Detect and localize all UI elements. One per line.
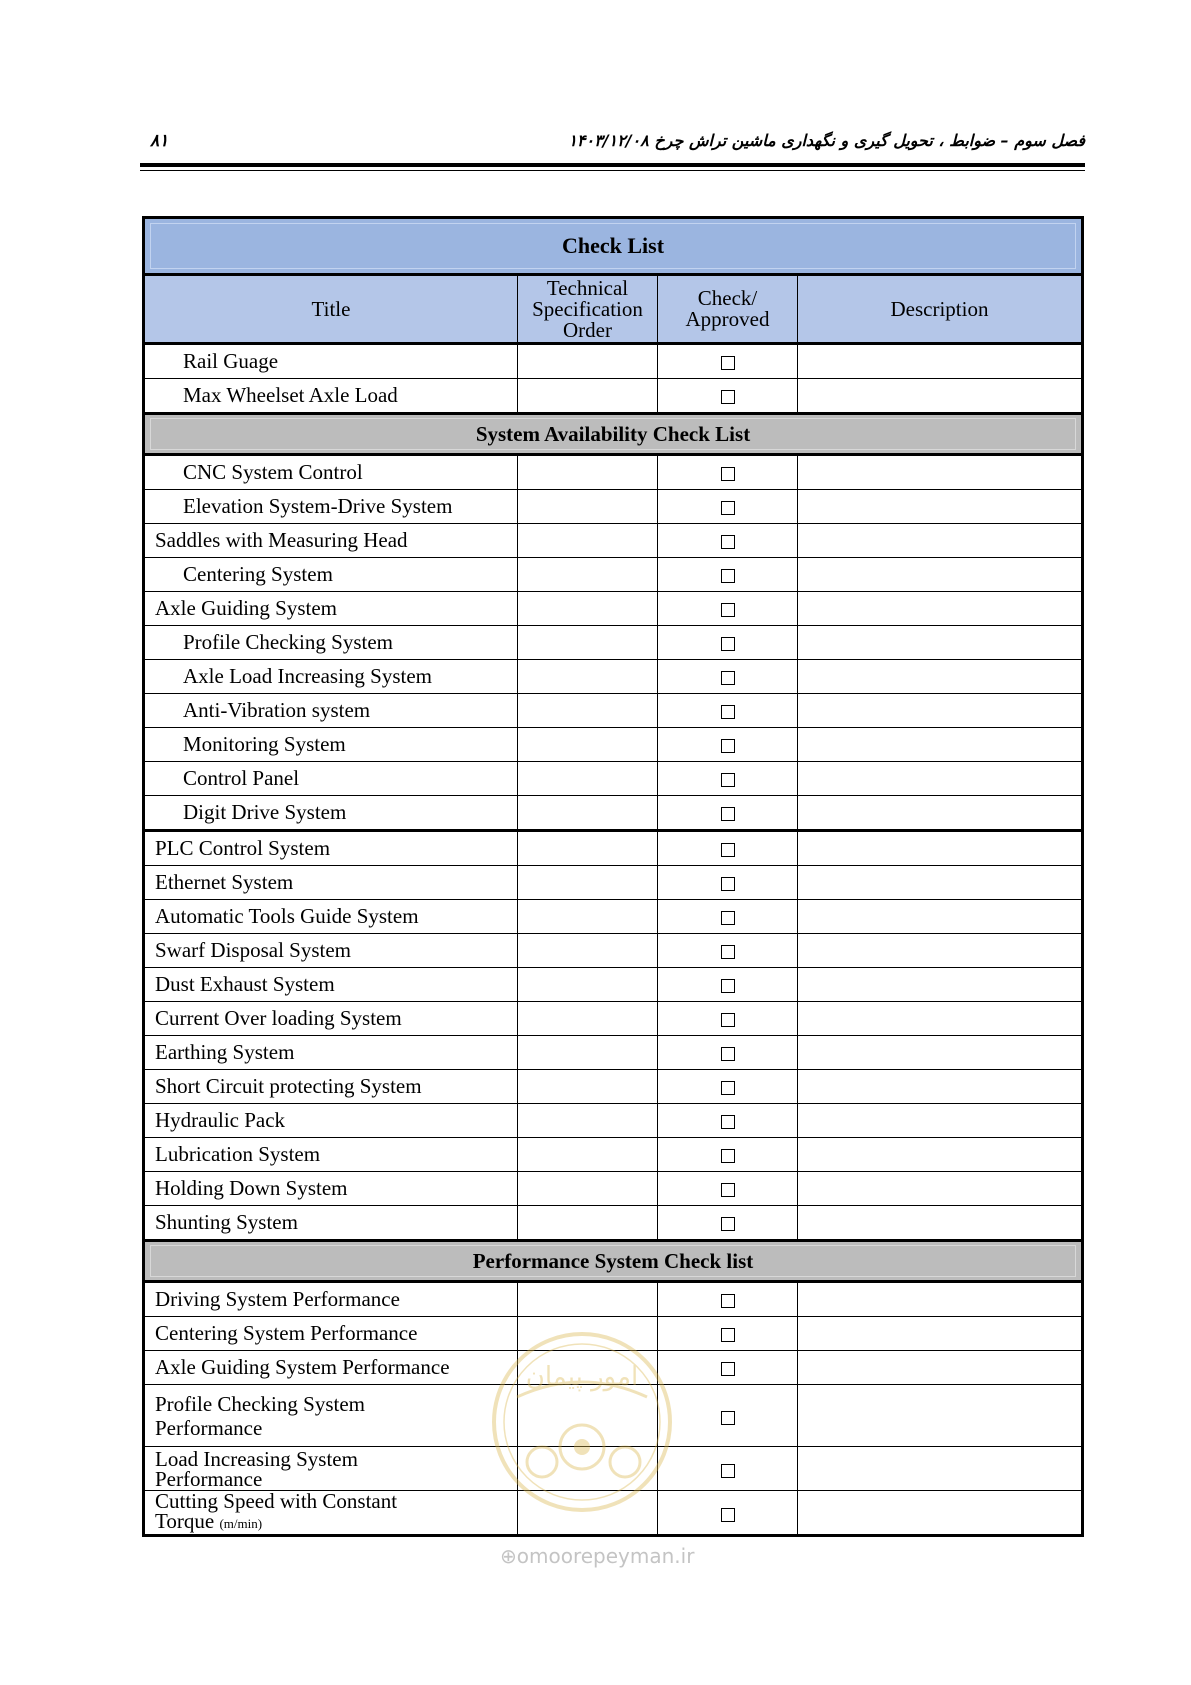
table-row: [144, 1351, 1083, 1385]
spec-cell[interactable]: [518, 1282, 658, 1317]
spec-cell[interactable]: [518, 1002, 658, 1036]
item-title: Dust Exhaust System: [144, 968, 518, 1002]
table-row: [144, 524, 1083, 558]
checkbox[interactable]: [721, 671, 735, 685]
item-title: Short Circuit protecting System: [144, 1070, 518, 1104]
description-cell[interactable]: [798, 524, 1083, 558]
table-row: [144, 1104, 1083, 1138]
checkbox[interactable]: [721, 1149, 735, 1163]
description-cell[interactable]: [798, 694, 1083, 728]
checkbox[interactable]: [721, 1411, 735, 1425]
description-cell[interactable]: [798, 1172, 1083, 1206]
section-header-row: [144, 414, 1083, 455]
spec-cell[interactable]: [518, 694, 658, 728]
item-title-cell: [144, 1447, 518, 1491]
item-title: Monitoring System: [144, 728, 518, 762]
description-cell[interactable]: [798, 592, 1083, 626]
description-cell[interactable]: [798, 1104, 1083, 1138]
checkbox[interactable]: [721, 1183, 735, 1197]
spec-cell[interactable]: [518, 660, 658, 694]
spec-cell[interactable]: [518, 455, 658, 490]
check-cell: [658, 728, 798, 762]
table-row: [144, 1317, 1083, 1351]
checkbox[interactable]: [721, 1013, 735, 1027]
check-cell: [658, 1385, 798, 1447]
item-title: Earthing System: [144, 1036, 518, 1070]
description-cell[interactable]: [798, 455, 1083, 490]
check-cell: [658, 900, 798, 934]
table-row: [144, 762, 1083, 796]
item-title: Axle Guiding System Performance: [144, 1351, 518, 1385]
check-cell: [658, 1447, 798, 1491]
section-header-row: [144, 1241, 1083, 1282]
spec-cell[interactable]: [518, 831, 658, 866]
spec-cell[interactable]: [518, 866, 658, 900]
item-title: Cutting Speed with Constant: [155, 1489, 398, 1513]
table-row: [144, 490, 1083, 524]
item-title: Load Increasing System: [155, 1446, 358, 1471]
item-title: Max Wheelset Axle Load: [144, 379, 518, 414]
spec-cell[interactable]: [518, 968, 658, 1002]
check-cell: [658, 1138, 798, 1172]
description-cell[interactable]: [798, 1070, 1083, 1104]
spec-cell[interactable]: [518, 626, 658, 660]
checklist-table: [142, 216, 1084, 1537]
globe-icon: ⊕: [500, 1544, 517, 1568]
checkbox[interactable]: [721, 1115, 735, 1129]
check-cell: [658, 558, 798, 592]
item-title: Centering System Performance: [144, 1317, 518, 1351]
check-cell: [658, 626, 798, 660]
check-cell: [658, 866, 798, 900]
check-cell: [658, 1172, 798, 1206]
check-cell: [658, 694, 798, 728]
spec-cell[interactable]: [518, 1351, 658, 1385]
table-header-row: [144, 275, 1083, 344]
item-title: Holding Down System: [144, 1172, 518, 1206]
description-cell[interactable]: [798, 762, 1083, 796]
table-row: [144, 558, 1083, 592]
description-cell[interactable]: [798, 490, 1083, 524]
spec-cell[interactable]: [518, 490, 658, 524]
table-row: [144, 660, 1083, 694]
check-cell: [658, 968, 798, 1002]
item-title: Hydraulic Pack: [144, 1104, 518, 1138]
checkbox[interactable]: [721, 773, 735, 787]
item-title: Elevation System-Drive System: [144, 490, 518, 524]
checkbox[interactable]: [721, 1217, 735, 1231]
description-cell[interactable]: [798, 1491, 1083, 1536]
item-title: Shunting System: [144, 1206, 518, 1241]
spec-cell[interactable]: [518, 1138, 658, 1172]
check-cell: [658, 1002, 798, 1036]
table-row: [144, 1138, 1083, 1172]
item-title: Current Over loading System: [144, 1002, 518, 1036]
table-title: Check List: [150, 223, 1076, 269]
check-cell: [658, 344, 798, 379]
check-cell: [658, 1070, 798, 1104]
description-cell[interactable]: [798, 866, 1083, 900]
table-row: [144, 344, 1083, 379]
section-title: System Availability Check List: [150, 418, 1076, 450]
check-cell: [658, 796, 798, 831]
spec-cell[interactable]: [518, 1317, 658, 1351]
table-row: [144, 1070, 1083, 1104]
table-row: [144, 1002, 1083, 1036]
spec-cell[interactable]: [518, 524, 658, 558]
description-cell[interactable]: [798, 796, 1083, 831]
table-row: [144, 831, 1083, 866]
checkbox[interactable]: [721, 467, 735, 481]
table-row: [144, 1206, 1083, 1241]
description-cell[interactable]: [798, 934, 1083, 968]
item-title: Swarf Disposal System: [144, 934, 518, 968]
description-cell[interactable]: [798, 1351, 1083, 1385]
header-title: فصل سوم – ضوابط ، تحویل گیری و نگهداری ماشین تراش چرخ ۱۴۰۳/۱۲/۰۸: [568, 131, 1085, 150]
description-cell[interactable]: [798, 900, 1083, 934]
table-row: [144, 1491, 1083, 1536]
column-header-title: Title: [144, 275, 518, 344]
column-header-technical-specification: Technical Specification Order: [518, 275, 658, 344]
check-cell: [658, 490, 798, 524]
check-cell: [658, 455, 798, 490]
item-title: CNC System Control: [144, 455, 518, 490]
table-row: [144, 592, 1083, 626]
checkbox[interactable]: [721, 1464, 735, 1478]
checkbox[interactable]: [721, 1508, 735, 1522]
spec-cell[interactable]: [518, 592, 658, 626]
description-cell[interactable]: [798, 1036, 1083, 1070]
spec-cell[interactable]: [518, 728, 658, 762]
checkbox[interactable]: [721, 843, 735, 857]
checkbox[interactable]: [721, 356, 735, 370]
description-cell[interactable]: [798, 344, 1083, 379]
table-row: [144, 866, 1083, 900]
item-title: Profile Checking System: [155, 1391, 365, 1416]
item-title: Axle Guiding System: [144, 592, 518, 626]
item-title-cell: [144, 1491, 518, 1536]
checkbox[interactable]: [721, 705, 735, 719]
table-row: [144, 796, 1083, 831]
checkbox[interactable]: [721, 603, 735, 617]
checkbox[interactable]: [721, 739, 735, 753]
spec-cell[interactable]: [518, 1206, 658, 1241]
item-title: Driving System Performance: [144, 1282, 518, 1317]
checkbox[interactable]: [721, 1294, 735, 1308]
checkbox[interactable]: [721, 807, 735, 821]
spec-cell[interactable]: [518, 1447, 658, 1491]
description-cell[interactable]: [798, 1206, 1083, 1241]
table-row: [144, 1282, 1083, 1317]
check-cell: [658, 1282, 798, 1317]
checkbox[interactable]: [721, 1328, 735, 1342]
description-cell[interactable]: [798, 1282, 1083, 1317]
table-title-row: [144, 218, 1083, 275]
check-cell: [658, 524, 798, 558]
spec-cell[interactable]: [518, 1172, 658, 1206]
table-row: [144, 1036, 1083, 1070]
checkbox[interactable]: [721, 945, 735, 959]
checkbox[interactable]: [721, 501, 735, 515]
item-title: Anti-Vibration system: [144, 694, 518, 728]
description-cell[interactable]: [798, 660, 1083, 694]
checkbox[interactable]: [721, 637, 735, 651]
item-title: Automatic Tools Guide System: [144, 900, 518, 934]
table-row: [144, 1172, 1083, 1206]
table-row: [144, 968, 1083, 1002]
spec-cell[interactable]: [518, 762, 658, 796]
check-cell: [658, 592, 798, 626]
check-cell: [658, 831, 798, 866]
item-title-line2: Torque: [155, 1509, 215, 1533]
spec-cell[interactable]: [518, 1070, 658, 1104]
checkbox[interactable]: [721, 1081, 735, 1095]
spec-cell[interactable]: [518, 934, 658, 968]
item-title: Rail Guage: [144, 344, 518, 379]
checkbox[interactable]: [721, 569, 735, 583]
spec-cell[interactable]: [518, 900, 658, 934]
description-cell[interactable]: [798, 558, 1083, 592]
item-title: PLC Control System: [144, 831, 518, 866]
unit-label: (m/min): [219, 1516, 263, 1531]
check-cell: [658, 1317, 798, 1351]
item-title: Ethernet System: [144, 866, 518, 900]
spec-cell[interactable]: [518, 1036, 658, 1070]
column-header-check-approved: Check/ Approved: [658, 275, 798, 344]
description-cell[interactable]: [798, 379, 1083, 414]
description-cell[interactable]: [798, 1317, 1083, 1351]
checkbox[interactable]: [721, 535, 735, 549]
checkbox[interactable]: [721, 1362, 735, 1376]
page-number: ۸۱: [150, 131, 169, 151]
table-row: [144, 455, 1083, 490]
description-cell[interactable]: [798, 1385, 1083, 1447]
checkbox[interactable]: [721, 390, 735, 404]
watermark-logo-text: امور پیمان: [525, 1362, 639, 1392]
table-row: [144, 694, 1083, 728]
item-title: Lubrication System: [144, 1138, 518, 1172]
spec-cell[interactable]: [518, 1491, 658, 1536]
check-cell: [658, 1206, 798, 1241]
spec-cell[interactable]: [518, 1104, 658, 1138]
table-row: [144, 900, 1083, 934]
description-cell[interactable]: [798, 626, 1083, 660]
header-rule: [140, 163, 1085, 167]
spec-cell[interactable]: [518, 796, 658, 831]
check-cell: [658, 1351, 798, 1385]
table-row: [144, 728, 1083, 762]
section-title: Performance System Check list: [150, 1245, 1076, 1277]
item-title: Saddles with Measuring Head: [144, 524, 518, 558]
header-rule-thin: [140, 170, 1085, 171]
description-cell[interactable]: [798, 1447, 1083, 1491]
check-cell: [658, 660, 798, 694]
item-title-cell: [144, 1385, 518, 1447]
table-row: [144, 1447, 1083, 1491]
description-cell[interactable]: [798, 728, 1083, 762]
table-row: [144, 626, 1083, 660]
spec-cell[interactable]: [518, 379, 658, 414]
check-cell: [658, 762, 798, 796]
table-row: [144, 934, 1083, 968]
check-cell: [658, 1036, 798, 1070]
table-row: [144, 379, 1083, 414]
item-title-line2: Performance: [155, 1415, 263, 1440]
description-cell[interactable]: [798, 968, 1083, 1002]
checkbox[interactable]: [721, 979, 735, 993]
spec-cell[interactable]: [518, 558, 658, 592]
check-cell: [658, 379, 798, 414]
checkbox[interactable]: [721, 877, 735, 891]
check-cell: [658, 1104, 798, 1138]
item-title: Profile Checking System: [144, 626, 518, 660]
description-cell[interactable]: [798, 1138, 1083, 1172]
column-header-description: Description: [798, 275, 1083, 344]
spec-cell[interactable]: [518, 344, 658, 379]
check-cell: [658, 934, 798, 968]
item-title: Axle Load Increasing System: [144, 660, 518, 694]
checkbox[interactable]: [721, 911, 735, 925]
description-cell[interactable]: [798, 831, 1083, 866]
watermark-url: ⊕omoorepeyman.ir: [500, 1544, 695, 1568]
checkbox[interactable]: [721, 1047, 735, 1061]
table-row: [144, 1385, 1083, 1447]
item-title-line2: Performance: [155, 1466, 263, 1491]
check-cell: [658, 1491, 798, 1536]
item-title: Digit Drive System: [144, 796, 518, 831]
description-cell[interactable]: [798, 1002, 1083, 1036]
spec-cell[interactable]: [518, 1385, 658, 1447]
item-title: Control Panel: [144, 762, 518, 796]
item-title: Centering System: [144, 558, 518, 592]
